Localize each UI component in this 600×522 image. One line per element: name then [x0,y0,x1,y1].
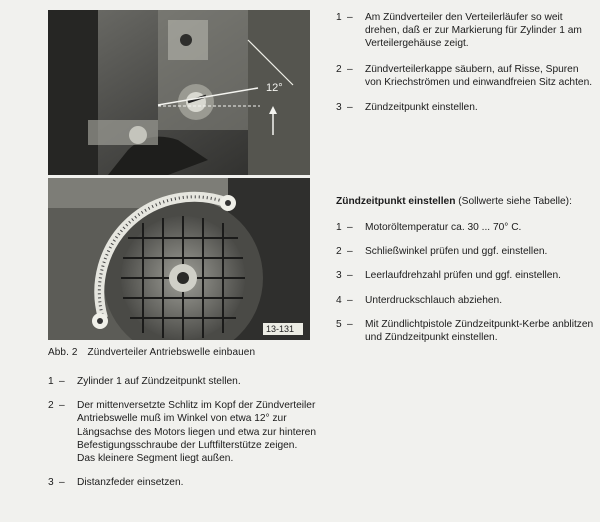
distributor-steps [336,11,596,114]
step-text: Schließwinkel prüfen und ggf. einstellen. [365,246,548,258]
step-dash: – [59,477,65,489]
list-item [336,269,596,282]
step-dash: – [347,102,353,114]
list-item [48,476,318,489]
step-number: 2 [336,246,342,258]
step-dash: – [347,12,353,23]
step-number: 5 [336,318,342,330]
step-dash: – [347,63,353,75]
figure-caption-text: Zündverteiler Antriebswelle einbauen [87,347,256,358]
section-heading-title: Zündzeitpunkt einstellen [336,196,456,207]
step-number: 1 [336,12,342,23]
step-text: Der mittenversetzte Schlitz im Kopf der Zündverteiler Antriebswelle muß im Winkel von etwa 12° zur Längsachse des Motors liegen und etwa zur hinteren Befestigungsschraube der Luftfilterstütze zeigen. Das kleinere Segment liegt außen. [77,400,316,465]
step-dash: – [347,270,353,282]
list-item [48,375,318,388]
step-number: 2 [48,400,54,412]
step-text: Zündverteilerkappe säubern, auf Risse, Spuren von Kriechströmen und einwandfreien Sitz achten. [365,63,593,88]
figure-caption [48,347,255,358]
step-dash: – [347,222,353,233]
angle-label: 12° [266,82,283,94]
engine-photo-bottom-drawing [48,178,310,340]
reference-code: 13-131 [266,324,295,334]
step-dash: – [347,246,353,258]
list-item [336,63,596,89]
step-text: Am Zündverteiler den Verteilerläufer so weit drehen, daß er zur Markierung für Zylinder 1 am Verteilergehäuse zeigt. [365,12,582,50]
step-number: 1 [48,376,54,387]
step-dash: – [59,400,65,412]
list-item [336,101,596,114]
step-number: 4 [336,294,342,306]
step-text: Motoröltemperatur ca. 30 ... 70° C. [365,222,522,233]
engine-photo-top [48,10,310,175]
step-number: 3 [48,477,54,489]
step-text: Zylinder 1 auf Zündzeitpunkt stellen. [77,376,241,387]
step-text: Unterdruckschlauch abziehen. [365,294,503,306]
list-item [336,245,596,258]
step-dash: – [347,318,353,330]
section-heading-note: (Sollwerte siehe Tabelle): [455,196,572,207]
figure-label: Abb. 2 [48,347,78,358]
list-item [48,399,318,465]
step-number: 3 [336,102,342,114]
step-number: 2 [336,63,342,75]
list-item [336,221,596,234]
step-text: Mit Zündlichtpistole Zündzeitpunkt-Kerbe anblitzen und Zündzeitpunkt einstellen. [365,318,594,344]
step-number: 3 [336,270,342,282]
step-text: Leerlaufdrehzahl prüfen und ggf. einstellen. [365,270,561,282]
step-text: Distanzfeder einsetzen. [77,477,184,489]
step-text: Zündzeitpunkt einstellen. [365,102,478,114]
list-item [336,294,596,307]
installation-steps [48,375,318,489]
step-dash: – [347,294,353,306]
list-item [336,11,596,51]
timing-steps [336,221,596,344]
step-dash: – [59,376,65,387]
engine-photo-bottom [48,178,310,340]
list-item [336,318,596,344]
step-number: 1 [336,222,342,233]
section-heading [336,196,572,207]
